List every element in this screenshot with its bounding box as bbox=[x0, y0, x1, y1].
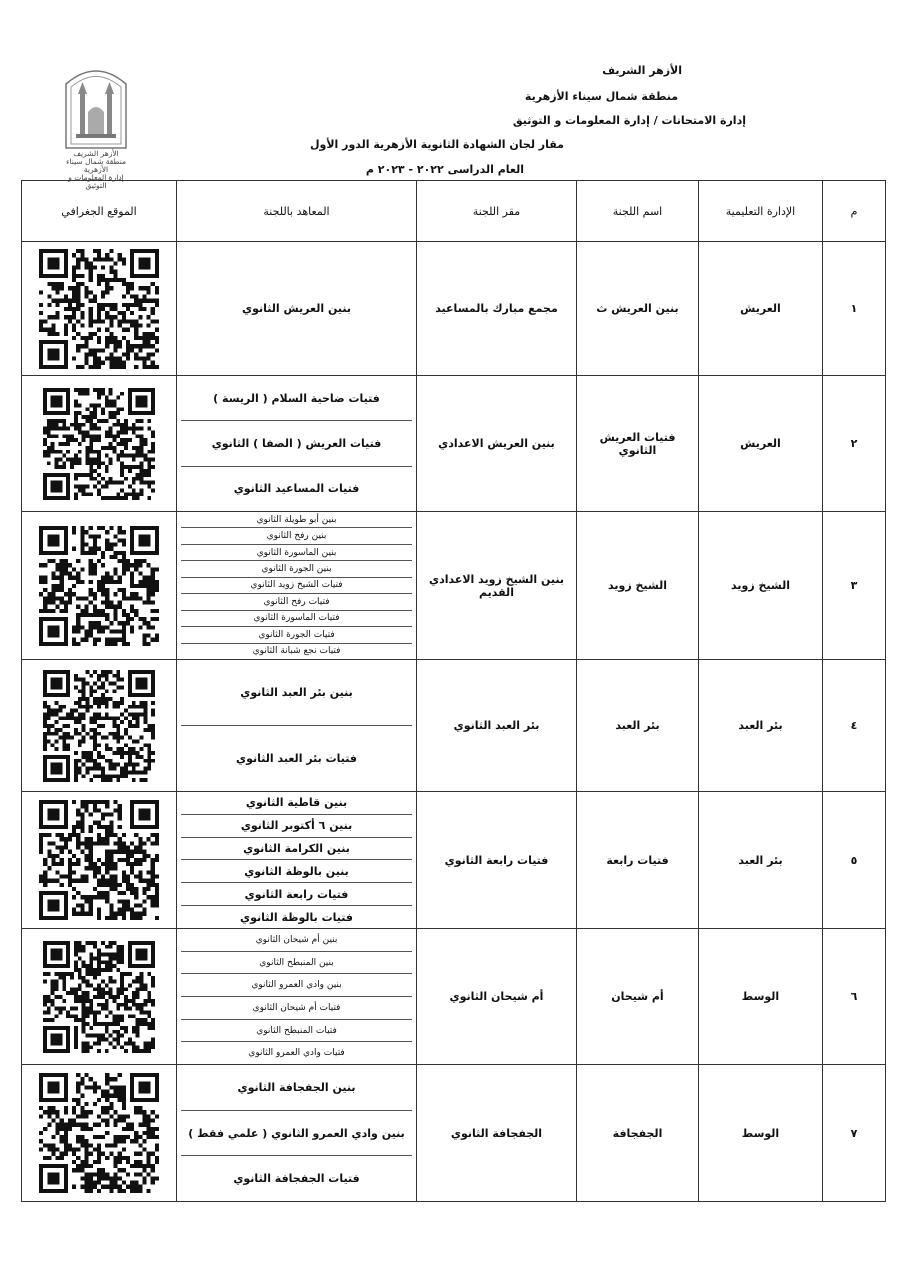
table-row bbox=[22, 242, 886, 376]
institute-item: بنين العريش الثانوي bbox=[242, 302, 351, 315]
row-institutes bbox=[177, 929, 417, 1065]
row-location: فتيات رابعة الثانوي bbox=[417, 792, 577, 929]
col-header-location: مقر اللجنة bbox=[417, 181, 577, 242]
institute-item: فتيات بالوظة الثانوي bbox=[240, 910, 353, 924]
row-committee: الجفجافة bbox=[577, 1065, 699, 1202]
institutes-list bbox=[181, 512, 412, 659]
row-number: ٥ bbox=[823, 792, 886, 929]
institute-item: بنين الكرامة الثانوي bbox=[181, 838, 412, 861]
qr-code-icon[interactable] bbox=[39, 800, 159, 920]
table-row bbox=[22, 1065, 886, 1202]
row-admin: الوسط bbox=[699, 929, 823, 1065]
qr-code-icon[interactable] bbox=[39, 526, 159, 646]
table-row bbox=[22, 376, 886, 512]
row-committee: بنين العريش ث bbox=[577, 242, 699, 376]
institute-item: فتيات رابعة الثانوي bbox=[181, 883, 412, 906]
row-location: مجمع مبارك بالمساعيد bbox=[417, 242, 577, 376]
institutes-list bbox=[181, 929, 412, 1064]
institute-item: فتيات العريش ( الصفا ) الثانوي bbox=[181, 421, 412, 466]
row-number: ١ bbox=[823, 242, 886, 376]
row-number: ٦ bbox=[823, 929, 886, 1065]
row-location: بنين الشيخ زويد الاعدادي القديم bbox=[417, 512, 577, 660]
row-committee: أم شيحان bbox=[577, 929, 699, 1065]
institutes-list bbox=[181, 376, 412, 511]
row-committee: فتيات رابعة bbox=[577, 792, 699, 929]
row-location: بنين العريش الاعدادي bbox=[417, 376, 577, 512]
row-admin: الشيخ زويد bbox=[699, 512, 823, 660]
institute-item: فتيات المنبطح الثانوي bbox=[181, 1020, 412, 1043]
institute-item: بنين المنبطح الثانوي bbox=[181, 952, 412, 975]
institutes-list bbox=[181, 792, 412, 928]
row-admin: الوسط bbox=[699, 1065, 823, 1202]
row-qr-code[interactable] bbox=[22, 512, 177, 660]
institute-item: بنين الماسورة الثانوي bbox=[181, 545, 412, 561]
row-committee: فتيات العريش الثانوي bbox=[577, 376, 699, 512]
institute-item: بنين أبو طويلة الثانوي bbox=[181, 512, 412, 528]
row-number: ٧ bbox=[823, 1065, 886, 1202]
row-qr-code[interactable] bbox=[22, 792, 177, 929]
qr-code-icon[interactable] bbox=[43, 941, 155, 1053]
committees-table bbox=[21, 180, 886, 1202]
institute-item: فتيات الجورة الثانوي bbox=[181, 627, 412, 643]
al-azhar-mosque-logo-icon bbox=[58, 64, 134, 150]
header-line-1: الأزهر الشريف bbox=[602, 64, 682, 77]
table-row bbox=[22, 792, 886, 929]
row-qr-code[interactable] bbox=[22, 1065, 177, 1202]
header-line-3: إدارة الامتحانات / إدارة المعلومات و التوثيق bbox=[512, 114, 746, 127]
institute-item: بنين أم شيحان الثانوي bbox=[181, 929, 412, 952]
institute-item: فتيات الماسورة الثانوي bbox=[181, 611, 412, 627]
row-number: ٣ bbox=[823, 512, 886, 660]
row-admin: بئر العبد bbox=[699, 792, 823, 929]
institute-item: فتيات وادي العمرو الثانوي bbox=[248, 1048, 345, 1059]
institutes-list bbox=[181, 242, 412, 375]
qr-code-icon[interactable] bbox=[39, 249, 159, 369]
header-line-5: العام الدراسى ٢٠٢٢ - ٢٠٢٣ م bbox=[365, 163, 524, 176]
col-header-admin: الإدارة التعليمية bbox=[699, 181, 823, 242]
institute-item: فتيات نجع شبانة الثانوي bbox=[252, 646, 341, 657]
row-qr-code[interactable] bbox=[22, 376, 177, 512]
institutes-list bbox=[181, 660, 412, 791]
row-admin: بئر العبد bbox=[699, 660, 823, 792]
institute-item: بنين بالوظة الثانوي bbox=[181, 860, 412, 883]
row-qr-code[interactable] bbox=[22, 660, 177, 792]
institute-item: بنين بئر العبد الثانوي bbox=[181, 660, 412, 726]
row-admin: العريش bbox=[699, 242, 823, 376]
institute-item: بنين الجورة الثانوي bbox=[181, 561, 412, 577]
institute-item: فتيات ضاحية السلام ( الريسة ) bbox=[181, 376, 412, 421]
institute-item: بنين قاطية الثانوي bbox=[181, 792, 412, 815]
institute-item: فتيات المساعيد الثانوي bbox=[233, 482, 360, 496]
logo-caption-1: الأزهر الشريف bbox=[73, 149, 119, 158]
row-institutes bbox=[177, 376, 417, 512]
institute-item: فتيات رفح الثانوي bbox=[181, 594, 412, 610]
qr-code-icon[interactable] bbox=[43, 388, 155, 500]
qr-code-icon[interactable] bbox=[39, 1073, 159, 1193]
table-row bbox=[22, 929, 886, 1065]
col-header-number: م bbox=[823, 181, 886, 242]
header-line-2: منطقة شمال سيناء الأزهرية bbox=[524, 90, 678, 103]
row-committee: الشيخ زويد bbox=[577, 512, 699, 660]
logo-caption-3: إدارة المعلومات و التوثيق bbox=[68, 173, 124, 190]
row-location: بئر العبد الثانوي bbox=[417, 660, 577, 792]
institute-item: بنين وادي العمرو الثانوي ( علمي فقط ) bbox=[181, 1111, 412, 1157]
institute-item: بنين وادي العمرو الثانوي bbox=[181, 974, 412, 997]
row-number: ٢ bbox=[823, 376, 886, 512]
logo-caption-2: منطقة شمال سيناء الأزهرية bbox=[66, 157, 126, 174]
header-line-4: مقار لجان الشهادة الثانوية الأزهرية الدور الأول bbox=[309, 138, 564, 151]
institute-item: بنين الجفجافة الثانوي bbox=[181, 1065, 412, 1111]
row-institutes bbox=[177, 512, 417, 660]
institute-item: فتيات أم شيحان الثانوي bbox=[181, 997, 412, 1020]
row-qr-code[interactable] bbox=[22, 929, 177, 1065]
row-location: أم شيحان الثانوي bbox=[417, 929, 577, 1065]
table-header-row bbox=[22, 181, 886, 242]
col-header-geo-location: الموقع الجغرافي bbox=[22, 181, 177, 242]
institute-item: فتيات الجفجافة الثانوي bbox=[233, 1172, 360, 1186]
table-row bbox=[22, 660, 886, 792]
row-number: ٤ bbox=[823, 660, 886, 792]
col-header-committee: اسم اللجنة bbox=[577, 181, 699, 242]
row-admin: العريش bbox=[699, 376, 823, 512]
institute-item: بنين رفح الثانوي bbox=[181, 528, 412, 544]
row-institutes bbox=[177, 660, 417, 792]
row-qr-code[interactable] bbox=[22, 242, 177, 376]
logo bbox=[58, 64, 134, 190]
row-institutes bbox=[177, 1065, 417, 1202]
row-institutes bbox=[177, 792, 417, 929]
table-row bbox=[22, 512, 886, 660]
row-institutes bbox=[177, 242, 417, 376]
row-location: الجفجافة الثانوي bbox=[417, 1065, 577, 1202]
institutes-list bbox=[181, 1065, 412, 1201]
institute-item: فتيات الشيخ زويد الثانوي bbox=[181, 578, 412, 594]
institute-item: بنين ٦ أكتوبر الثانوي bbox=[181, 815, 412, 838]
col-header-institutes: المعاهد باللجنة bbox=[177, 181, 417, 242]
institute-item: فتيات بئر العبد الثانوي bbox=[236, 752, 357, 765]
row-committee: بئر العبد bbox=[577, 660, 699, 792]
qr-code-icon[interactable] bbox=[43, 670, 155, 782]
